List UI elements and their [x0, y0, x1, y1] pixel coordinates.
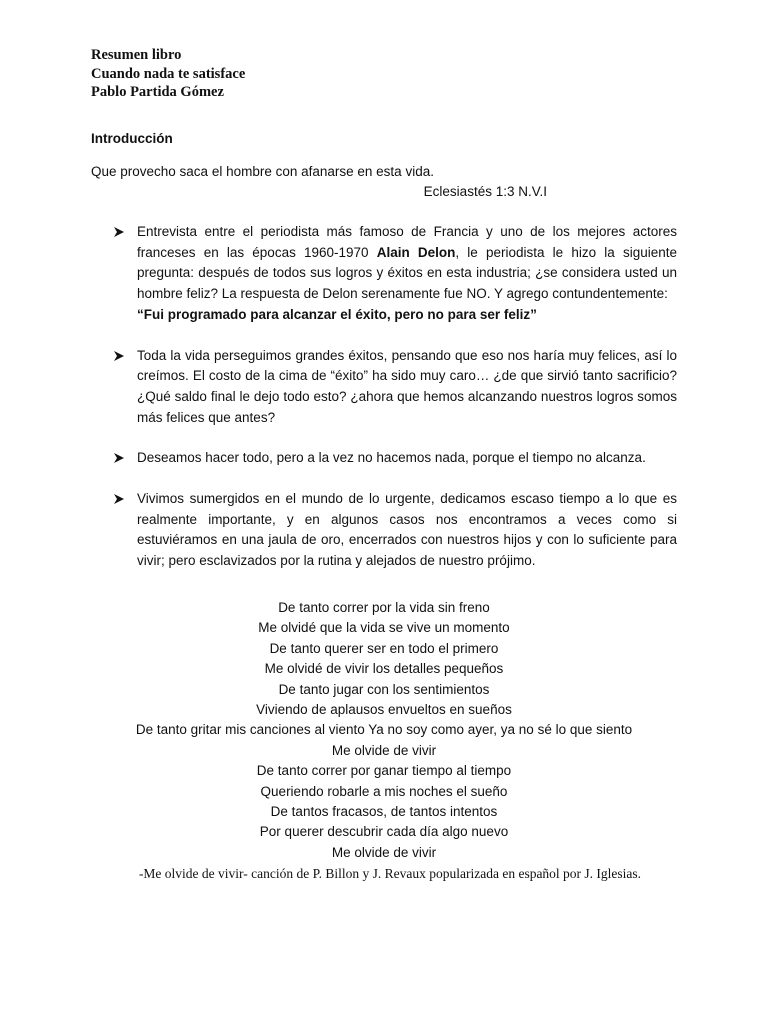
arrowhead-bullet-icon — [112, 222, 126, 242]
bullet-paragraph: Toda la vida perseguimos grandes éxitos, pensando que eso nos haría muy felices, así lo creímos. El costo de la cima de “éxito” ha sido muy caro… ¿de que sirvió tanto sacrificio? ¿Qué saldo final le dejo todo esto? ¿ahora que hemos alcanzando nuestros logros somos más felices que antes? — [137, 347, 677, 425]
lyric-line: Queriendo robarle a mis noches el sueño — [260, 783, 508, 799]
bullet-item — [112, 448, 677, 469]
lyric-line: Me olvidé de vivir los detalles pequeños — [264, 661, 504, 677]
header-line-author: Pablo Partida Gómez — [91, 84, 224, 100]
bullet-text: , le periodista le hizo la siguiente pregunta: después de todos sus logros y éxitos en esta industria; ¿se considera usted un hombre feliz? La respuesta de Delon serenamente fue NO. Y agrego contundentemente: — [137, 244, 677, 302]
lyric-line: Me olvide de vivir — [331, 742, 437, 758]
bullet-list — [112, 222, 677, 592]
epigraph-reference: Eclesiastés 1:3 N.V.I — [423, 184, 547, 199]
bullet-item — [112, 489, 677, 572]
bullet-paragraph: Deseamos hacer todo, pero a la vez no hacemos nada, porque el tiempo no alcanza. — [137, 450, 646, 466]
epigraph-text: Que provecho saca el hombre con afanarse en esta vida. — [91, 164, 434, 179]
arrowhead-bullet-icon — [112, 489, 126, 509]
lyric-line: De tanto correr por ganar tiempo al tiempo — [256, 763, 512, 779]
epigraph — [91, 162, 677, 202]
section-title: Introducción — [91, 131, 173, 146]
lyric-line: Me olvide de vivir — [331, 844, 437, 860]
lyric-line: De tanto gritar mis canciones al viento Ya no soy como ayer, ya no sé lo que siento — [135, 722, 633, 738]
lyric-line: Viviendo de aplausos envueltos en sueños — [256, 702, 512, 718]
lyric-line: De tanto querer ser en todo el primero — [269, 640, 499, 656]
document-header — [91, 46, 491, 102]
bullet-text: Entrevista entre el periodista más famoso de Francia y uno de los mejores actores franceses en las épocas 1960-1970 — [137, 224, 677, 260]
song-lyrics — [91, 598, 677, 863]
bold-name: Alain Delon — [376, 244, 456, 260]
arrowhead-bullet-icon — [112, 346, 126, 366]
bullet-item — [112, 222, 677, 326]
lyric-line: De tanto correr por la vida sin freno — [278, 600, 490, 615]
header-line-book-title: Cuando nada te satisface — [91, 65, 246, 82]
bullet-item — [112, 346, 677, 429]
bold-quote: “Fui programado para alcanzar el éxito, pero no para ser feliz” — [137, 306, 537, 322]
lyric-line: De tanto jugar con los sentimientos — [278, 681, 490, 697]
lyric-line: Me olvidé que la vida se vive un momento — [258, 620, 510, 636]
song-credit: -Me olvide de vivir- canción de P. Billon y J. Revaux popularizada en español por J. Iglesias. — [138, 866, 642, 881]
lyric-line: De tantos fracasos, de tantos intentos — [270, 804, 498, 820]
bullet-paragraph: Vivimos sumergidos en el mundo de lo urgente, dedicamos escaso tiempo a lo que es realmente importante, y en algunos casos nos encontramos a veces como si estuviéramos en una jaula de oro, encerrados con nuestros hijos y con lo suficiente para vivir; pero esclavizados por la rutina y alejados de nuestro prójimo. — [137, 491, 677, 569]
lyric-line: Por querer descubrir cada día algo nuevo — [259, 824, 509, 840]
bullet-paragraph — [137, 222, 677, 305]
arrowhead-bullet-icon — [112, 448, 126, 468]
header-line-summary: Resumen libro — [91, 47, 182, 63]
